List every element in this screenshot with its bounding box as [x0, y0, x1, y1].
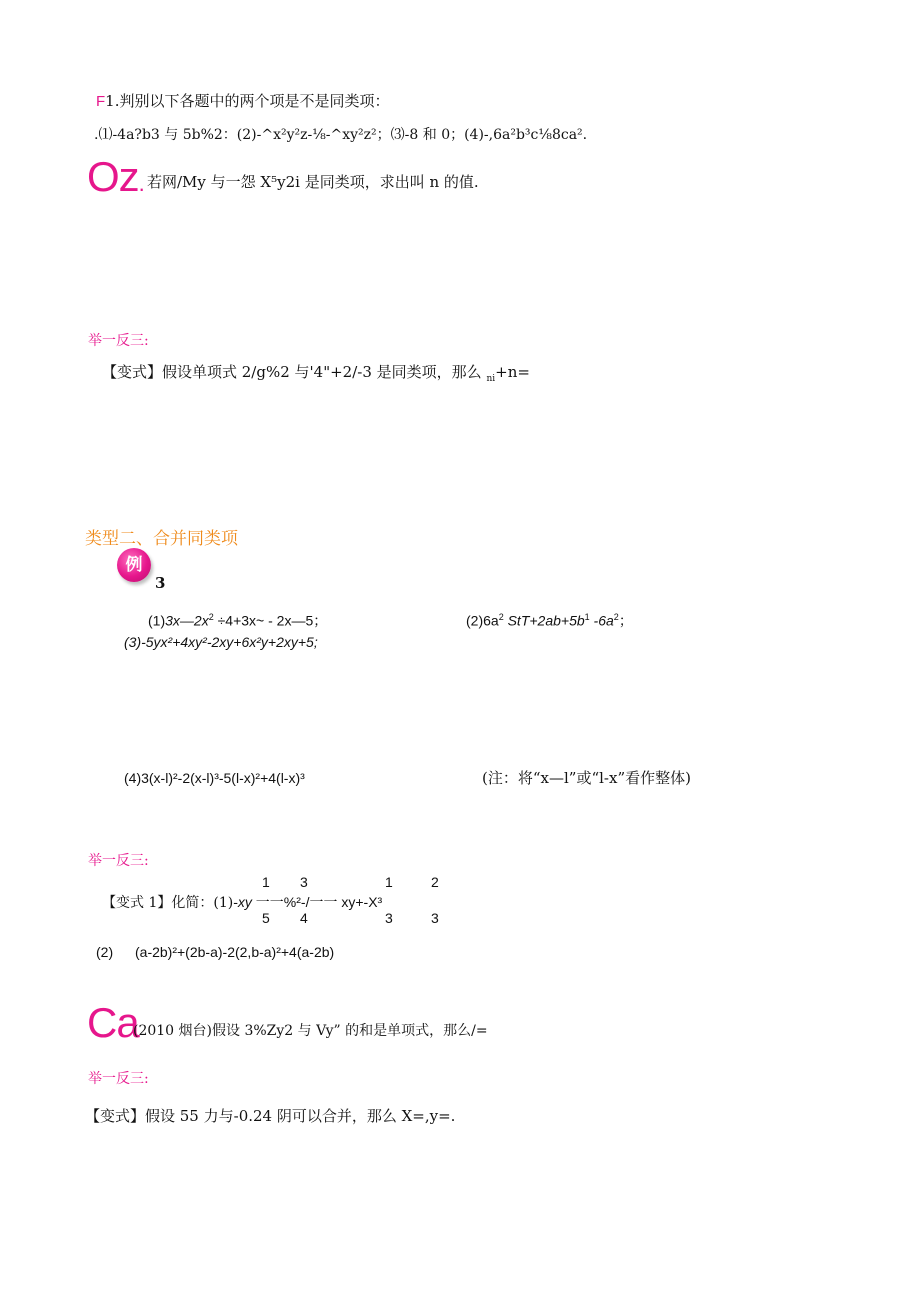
example-3-problem-3 [124, 632, 318, 652]
p2-a: (2)6a [466, 612, 499, 629]
practice-2-variant-1 [102, 892, 382, 913]
practice-2-heading: 举一反三: [88, 853, 149, 869]
fraction-bottom-4: 3 [431, 910, 439, 926]
example-3-problem-1 [148, 607, 327, 631]
fraction-bottom-1: 5 [262, 910, 270, 926]
example-badge-icon [117, 548, 151, 582]
fraction-bottom-3: 3 [385, 910, 393, 926]
practice-2-variant-2-label: (2) [96, 944, 114, 960]
p1-sup: 2 [208, 612, 214, 622]
fraction-top-1: 1 [262, 874, 270, 890]
question-1-title [96, 91, 390, 112]
practice-2-variant-2-expr: (a-2b)²+(2b-a)-2(2,b-a)²+4(a-2b) [135, 944, 335, 960]
p2-sup3: 2 [613, 612, 619, 622]
p2-line-b: xy [237, 894, 252, 910]
p2-line-a: 【变式 1】化简：(1)- [102, 895, 238, 911]
practice-3-text: 【变式】假设 55 力与-0.24 阴可以合并，那么 X=,y=. [85, 1107, 456, 1125]
practice-1-subscript: ni [486, 374, 496, 384]
example-3-note: (注：将“x—l”或“l-x”看作整体) [482, 769, 691, 787]
example-3-problem-4: (4)3(x-l)²-2(x-l)³-5(l-x)²+4(l-x)³ [124, 770, 305, 786]
example-2-badge [87, 153, 144, 205]
p1-c: ÷4+3x~ - 2x—5； [213, 612, 328, 629]
p1-b: 3x—2x [165, 612, 209, 629]
fraction-bottom-2: 4 [300, 910, 308, 926]
example-number: 3 [155, 574, 166, 592]
question-1-items: .⑴-4a?b3 与 5b%2：(2)-^x²y²z-⅛-^xy²z²；⑶-8 和 0；(4)-,6a²b³c⅛8ca². [94, 127, 588, 143]
fraction-top-4: 2 [431, 874, 439, 890]
p2-d: ； [618, 612, 633, 629]
example-3-problem-2 [466, 607, 633, 631]
example-4-badge: Ca [87, 999, 139, 1046]
practice-1-heading: 举一反三: [88, 333, 149, 349]
example-4-text: (2010 烟台)假设 3%Zy2 与 Vy” 的和是单项式，那么/= [133, 1023, 488, 1039]
p3-text: (3)-5yx²+4xy²-2xy+6x²y+2xy+5; [124, 634, 318, 650]
p2-b: StT+2ab+5b [503, 612, 585, 629]
p1-a: (1) [148, 612, 166, 629]
question-1-marker: F [96, 93, 106, 110]
example-2-badge-text: Oz [87, 153, 139, 200]
example-2-text: 若网/My 与一怨 X⁵y2i 是同类项，求出叫 n 的值. [147, 173, 479, 191]
example-2-badge-dot: . [138, 171, 144, 196]
example-badge-label: 例 [125, 555, 143, 575]
practice-1-text [102, 362, 530, 389]
question-1-title-text: 1.判别以下各题中的两个项是不是同类项： [105, 92, 390, 110]
fraction-top-3: 1 [385, 874, 393, 890]
p2-sup2: 1 [584, 612, 590, 622]
section-2-title: 类型二、合并同类项 [85, 529, 238, 548]
p2-sup1: 2 [498, 612, 504, 622]
practice-1-text-a: 【变式】假设单项式 2∕g%2 与'4"+2/-3 是同类项，那么 [102, 363, 482, 381]
practice-3-heading: 举一反三: [88, 1071, 149, 1087]
fraction-top-2: 3 [300, 874, 308, 890]
p2-c: -6a [589, 612, 614, 629]
practice-1-text-b: +n= [495, 363, 530, 381]
p2-line-c: 一一%²-/一一 xy+-X³ [251, 894, 383, 910]
